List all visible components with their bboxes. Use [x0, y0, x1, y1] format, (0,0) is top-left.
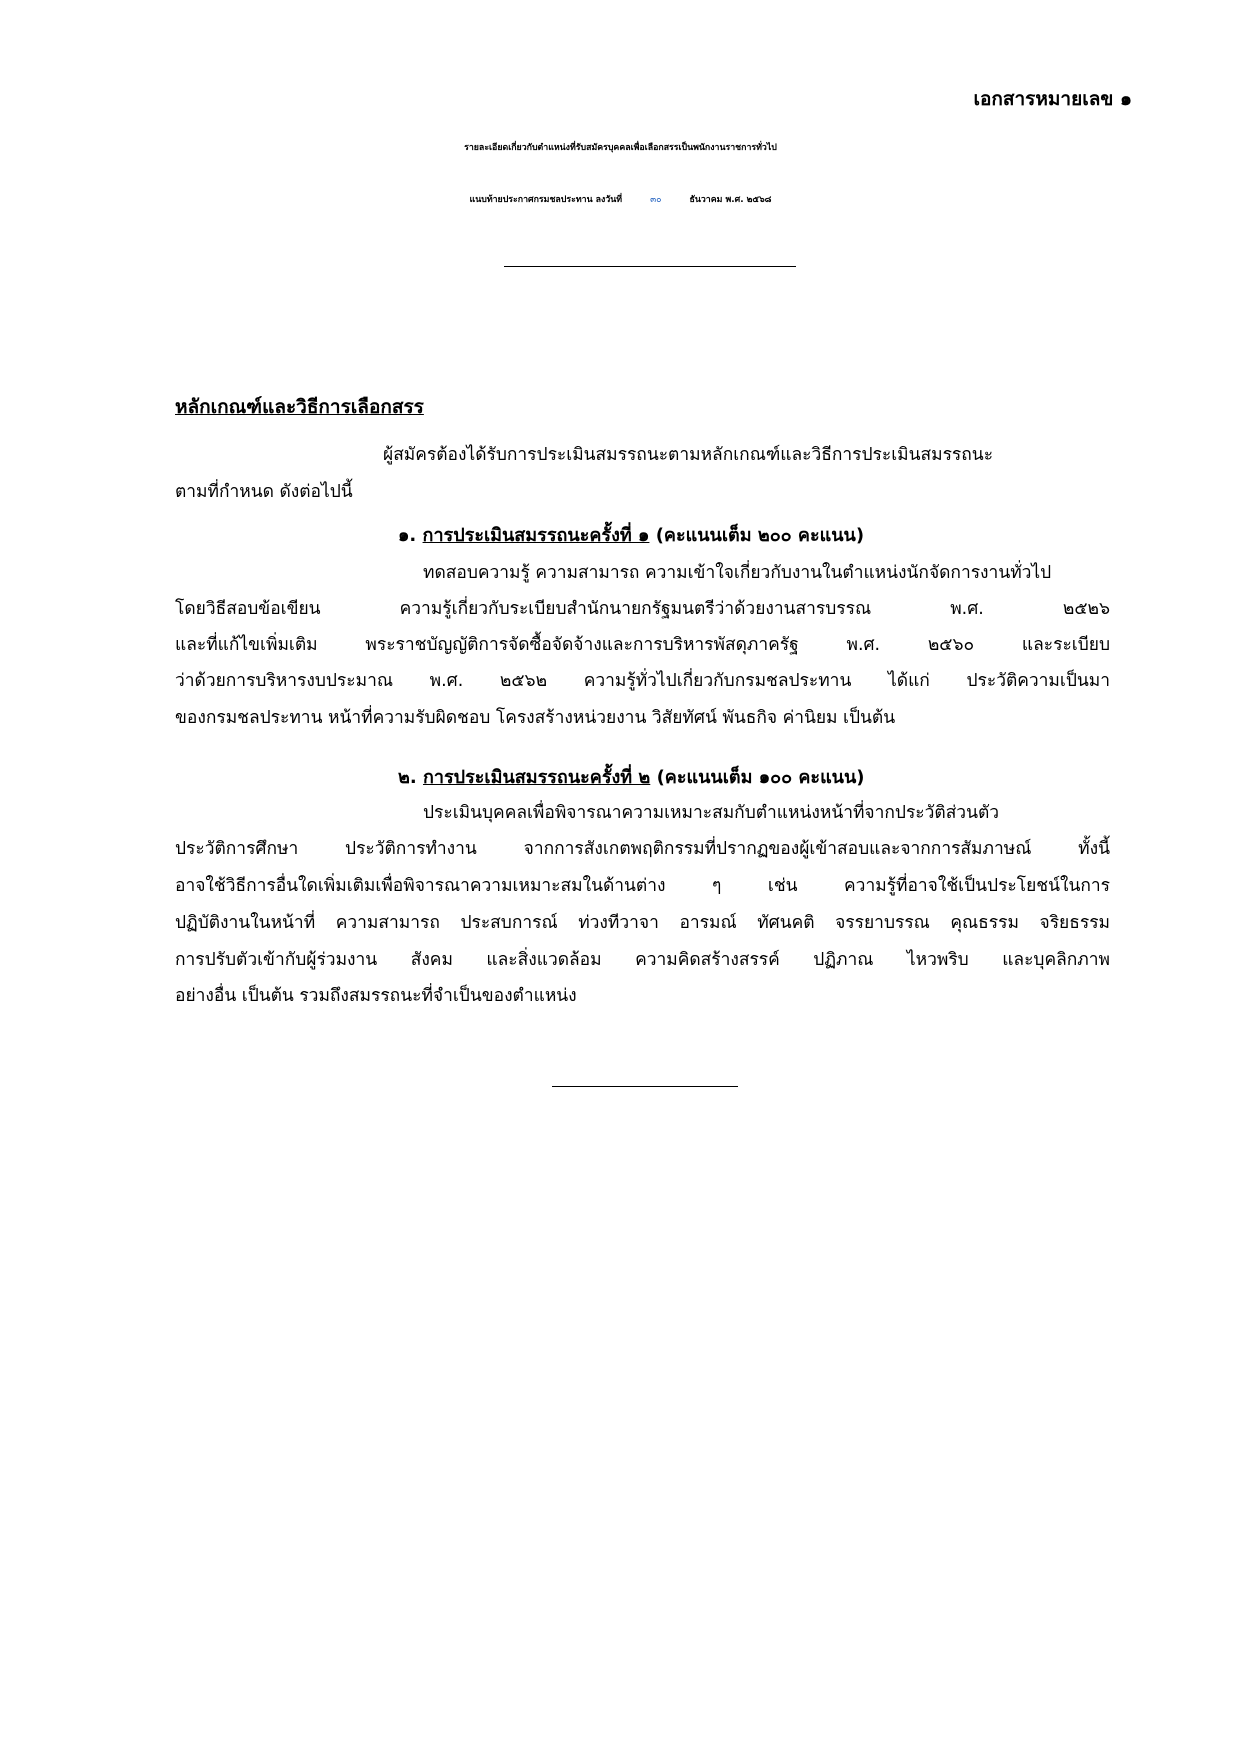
- document-number: เอกสารหมายเลข ๑: [973, 88, 1132, 110]
- criterion-title: การประเมินสมรรถนะครั้งที่ ๑: [422, 525, 650, 546]
- document-subtitle: [0, 192, 1241, 206]
- criterion-score: (คะแนนเต็ม ๒๐๐ คะแนน): [655, 525, 865, 546]
- criterion-score: (คะแนนเต็ม ๑๐๐ คะแนน): [656, 767, 865, 788]
- criterion-text-line: อาจใช้วิธีการอื่นใดเพิ่มเติมเพื่อพิจารณาความเหมาะสมในด้านต่าง ๆ เช่น ความรู้ที่อาจใช้เป็นประโยชน์ในการ: [175, 876, 1110, 896]
- criterion-text-line: ว่าด้วยการบริหารงบประมาณ พ.ศ. ๒๕๖๒ ความรู้ทั่วไปเกี่ยวกับกรมชลประทาน ได้แก่ ประวัติความเป็นมา: [175, 671, 1110, 691]
- criterion-text-line: การปรับตัวเข้ากับผู้ร่วมงาน สังคม และสิ่งแวดล้อม ความคิดสร้างสรรค์ ปฏิภาณ ไหวพริบ และบุคลิกภาพ: [175, 950, 1110, 970]
- subtitle-suffix: ธันวาคม พ.ศ. ๒๕๖๘: [689, 195, 772, 205]
- criterion-text-line: โดยวิธีสอบข้อเขียน ความรู้เกี่ยวกับระเบียบสำนักนายกรัฐมนตรีว่าด้วยงานสารบรรณ พ.ศ. ๒๕๒๖: [175, 599, 1110, 619]
- intro-line: ตามที่กำหนด ดังต่อไปนี้: [175, 482, 353, 502]
- criterion-text-line: ของกรมชลประทาน หน้าที่ความรับผิดชอบ โครงสร้างหน่วยงาน วิสัยทัศน์ พันธกิจ ค่านิยม เป็นต้น: [175, 708, 896, 728]
- criterion-title: การประเมินสมรรถนะครั้งที่ ๒: [422, 767, 651, 788]
- document-title: รายละเอียดเกี่ยวกับตำแหน่งที่รับสมัครบุคคลเพื่อเลือกสรรเป็นพนักงานราชการทั่วไป: [464, 143, 777, 153]
- criterion-text-line: ประเมินบุคคลเพื่อพิจารณาความเหมาะสมกับตำแหน่งหน้าที่จากประวัติส่วนตัว: [423, 803, 1000, 823]
- section-heading: หลักเกณฑ์และวิธีการเลือกสรร: [175, 396, 424, 418]
- criterion-text-line: อย่างอื่น เป็นต้น รวมถึงสมรรถนะที่จำเป็นของตำแหน่ง: [175, 986, 577, 1006]
- subtitle-prefix: แนบท้ายประกาศกรมชลประทาน ลงวันที่: [469, 195, 623, 205]
- end-divider: [552, 1086, 738, 1087]
- criterion-text-line: และที่แก้ไขเพิ่มเติม พระราชบัญญัติการจัดซื้อจัดจ้างและการบริหารพัสดุภาครัฐ พ.ศ. ๒๕๖๐ และระเบียบ: [175, 635, 1110, 655]
- criterion-number: ๑.: [398, 525, 417, 546]
- intro-line: ผู้สมัครต้องได้รับการประเมินสมรรถนะตามหลักเกณฑ์และวิธีการประเมินสมรรถนะ: [383, 445, 994, 465]
- subtitle-date-day: ๓๐: [650, 195, 662, 205]
- criterion-text-line: ทดสอบความรู้ ความสามารถ ความเข้าใจเกี่ยวกับงานในตำแหน่งนักจัดการงานทั่วไป: [423, 563, 1052, 583]
- criterion-heading: [398, 520, 864, 549]
- criterion-text-line: ประวัติการศึกษา ประวัติการทำงาน จากการสังเกตพฤติกรรมที่ปรากฏของผู้เข้าสอบและจากการสัมภาษณ์ ทั้งนี้: [175, 839, 1110, 859]
- title-divider: [504, 266, 796, 267]
- criterion-number: ๒.: [398, 767, 417, 788]
- criterion-text-line: ปฏิบัติงานในหน้าที่ ความสามารถ ประสบการณ์ ท่วงทีวาจา อารมณ์ ทัศนคติ จรรยาบรรณ คุณธรรม จริยธรรม: [175, 913, 1110, 933]
- criterion-heading: [398, 762, 865, 791]
